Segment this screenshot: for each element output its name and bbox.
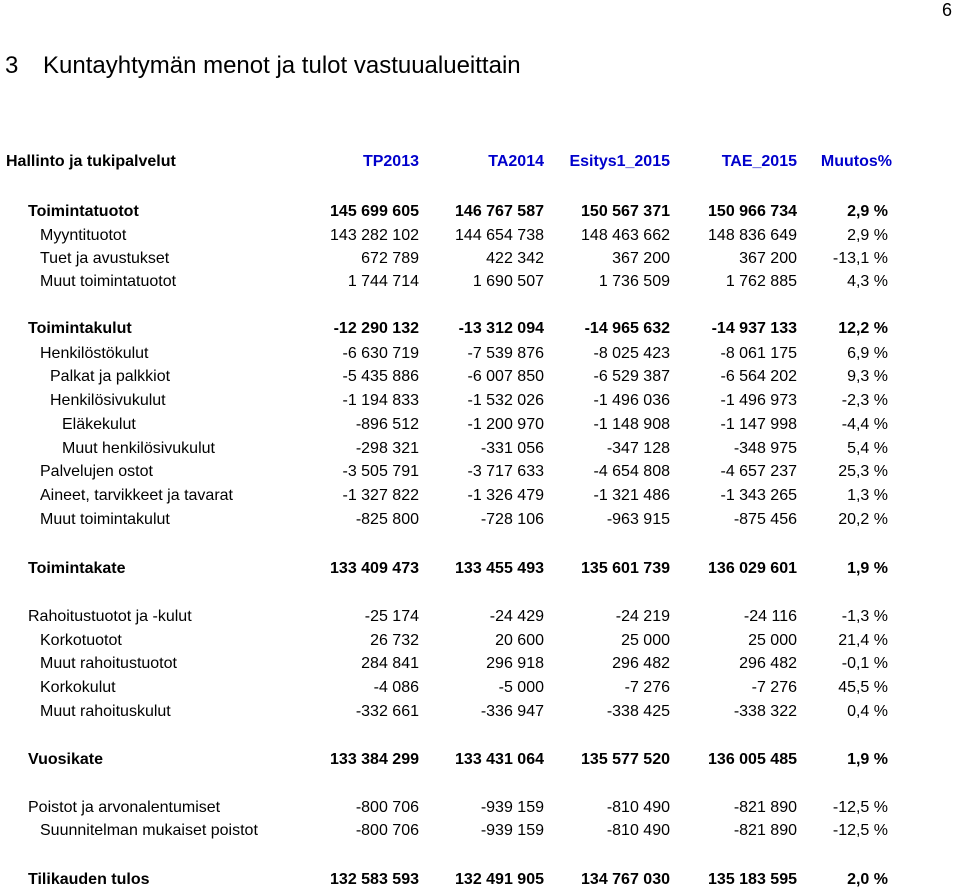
cell-value: 0,4 % [847, 703, 888, 720]
cell-value: 296 482 [612, 655, 670, 672]
row-label: Muut rahoitustuotot [40, 655, 177, 672]
cell-value: 132 491 905 [455, 871, 544, 888]
cell-value: 25 000 [748, 632, 797, 649]
table-row [0, 416, 960, 438]
table-row [0, 320, 960, 342]
cell-value: 367 200 [612, 250, 670, 267]
cell-value: 148 836 649 [708, 227, 797, 244]
section-name: Hallinto ja tukipalvelut [6, 153, 176, 170]
cell-value: -8 061 175 [720, 345, 797, 362]
table-row [0, 679, 960, 701]
cell-value: 367 200 [739, 250, 797, 267]
row-label: Aineet, tarvikkeet ja tavarat [40, 487, 233, 504]
cell-value: -3 505 791 [342, 463, 419, 480]
cell-value: -24 219 [615, 608, 670, 625]
row-label: Palkat ja palkkiot [50, 368, 171, 385]
table-row [0, 751, 960, 773]
cell-value: -7 276 [751, 679, 797, 696]
cell-value: -12,5 % [832, 799, 888, 816]
cell-value: -12 290 132 [333, 320, 419, 337]
column-header-ta2014: TA2014 [488, 153, 544, 170]
cell-value: -12,5 % [832, 822, 888, 839]
row-label: Vuosikate [28, 751, 103, 768]
row-label: Rahoitustuotot ja -kulut [28, 608, 192, 625]
cell-value: -332 661 [355, 703, 419, 720]
cell-value: 422 342 [486, 250, 544, 267]
table-row [0, 227, 960, 249]
cell-value: -14 965 632 [584, 320, 670, 337]
table-row [0, 368, 960, 390]
cell-value: 135 577 520 [581, 751, 670, 768]
cell-value: 5,4 % [847, 440, 888, 457]
cell-value: -6 630 719 [342, 345, 419, 362]
table-row [0, 822, 960, 844]
cell-value: -298 321 [355, 440, 419, 457]
table-row [0, 345, 960, 367]
cell-value: -24 116 [743, 608, 797, 625]
cell-value: 146 767 587 [455, 203, 544, 220]
cell-value: -1 343 265 [720, 487, 797, 504]
cell-value: 1,3 % [847, 487, 888, 504]
cell-value: 296 482 [739, 655, 797, 672]
table-row [0, 440, 960, 462]
row-label: Poistot ja arvonalentumiset [28, 799, 221, 816]
cell-value: 135 601 739 [581, 560, 670, 577]
page-number: 6 [941, 0, 952, 20]
row-label: Henkilösivukulut [50, 392, 166, 409]
row-label: Tuet ja avustukset [40, 250, 170, 267]
cell-value: -1 148 908 [593, 416, 670, 433]
row-label: Henkilöstökulut [40, 345, 149, 362]
cell-value: -4 657 237 [720, 463, 797, 480]
row-label: Tilikauden tulos [28, 871, 150, 888]
table-row [0, 487, 960, 509]
cell-value: -336 947 [480, 703, 544, 720]
cell-value: 144 654 738 [455, 227, 544, 244]
cell-value: -8 025 423 [593, 345, 670, 362]
row-label: Palvelujen ostot [40, 463, 153, 480]
cell-value: 133 384 299 [330, 751, 419, 768]
cell-value: 45,5 % [838, 679, 888, 696]
column-header-muutos: Muutos% [820, 153, 892, 170]
cell-value: 150 567 371 [581, 203, 670, 220]
cell-value: 148 463 662 [581, 227, 670, 244]
cell-value: -3 717 633 [467, 463, 544, 480]
cell-value: 133 455 493 [455, 560, 544, 577]
cell-value: -800 706 [355, 822, 419, 839]
cell-value: -25 174 [364, 608, 419, 625]
cell-value: 132 583 593 [330, 871, 419, 888]
cell-value: -6 529 387 [593, 368, 670, 385]
cell-value: -1 194 833 [342, 392, 419, 409]
row-label: Toimintatuotot [28, 203, 139, 220]
cell-value: -821 890 [733, 799, 797, 816]
row-label: Korkotuotot [40, 632, 122, 649]
cell-value: -896 512 [355, 416, 419, 433]
cell-value: -825 800 [355, 511, 419, 528]
cell-value: -6 564 202 [720, 368, 797, 385]
cell-value: -7 539 876 [467, 345, 544, 362]
cell-value: 1 762 885 [725, 273, 797, 290]
cell-value: -939 159 [480, 822, 544, 839]
cell-value: -7 276 [624, 679, 670, 696]
cell-value: -14 937 133 [711, 320, 797, 337]
cell-value: -800 706 [355, 799, 419, 816]
section-number: 3 [5, 52, 19, 79]
cell-value: 25,3 % [838, 463, 888, 480]
cell-value: -2,3 % [841, 392, 888, 409]
table-row [0, 511, 960, 533]
cell-value: -810 490 [606, 822, 670, 839]
row-label: Muut rahoituskulut [40, 703, 171, 720]
cell-value: 672 789 [361, 250, 419, 267]
table-row [0, 703, 960, 725]
cell-value: 143 282 102 [330, 227, 419, 244]
cell-value: 20,2 % [838, 511, 888, 528]
cell-value: -338 425 [606, 703, 670, 720]
row-label: Myyntituotot [40, 227, 127, 244]
cell-value: -13,1 % [832, 250, 888, 267]
table-row [0, 871, 960, 893]
cell-value: 21,4 % [838, 632, 888, 649]
cell-value: 20 600 [495, 632, 544, 649]
cell-value: 145 699 605 [330, 203, 419, 220]
cell-value: 12,2 % [838, 320, 888, 337]
table-row [0, 250, 960, 272]
cell-value: -1 496 973 [720, 392, 797, 409]
table-row [0, 203, 960, 225]
cell-value: -13 312 094 [458, 320, 544, 337]
cell-value: 134 767 030 [581, 871, 670, 888]
cell-value: -24 429 [489, 608, 544, 625]
cell-value: -1 147 998 [720, 416, 797, 433]
cell-value: 2,0 % [847, 871, 888, 888]
table-row [0, 273, 960, 295]
cell-value: 1,9 % [847, 560, 888, 577]
cell-value: -338 322 [733, 703, 797, 720]
cell-value: 296 918 [486, 655, 544, 672]
cell-value: 136 029 601 [708, 560, 797, 577]
row-label: Muut toimintakulut [40, 511, 170, 528]
cell-value: -728 106 [480, 511, 544, 528]
cell-value: 6,9 % [847, 345, 888, 362]
table-row [0, 799, 960, 821]
table-row [0, 560, 960, 582]
cell-value: 133 431 064 [455, 751, 544, 768]
cell-value: -1 327 822 [342, 487, 419, 504]
cell-value: -6 007 850 [467, 368, 544, 385]
cell-value: -1 200 970 [467, 416, 544, 433]
cell-value: 284 841 [361, 655, 419, 672]
cell-value: 1 690 507 [472, 273, 544, 290]
column-header-tp2013: TP2013 [362, 153, 419, 170]
cell-value: 9,3 % [847, 368, 888, 385]
row-label: Muut toimintatuotot [40, 273, 177, 290]
row-label: Toimintakate [28, 560, 126, 577]
cell-value: -348 975 [733, 440, 797, 457]
cell-value: -331 056 [480, 440, 544, 457]
table-row [0, 463, 960, 485]
cell-value: -0,1 % [841, 655, 888, 672]
row-label: Korkokulut [40, 679, 116, 696]
row-label: Eläkekulut [62, 416, 136, 433]
column-header-esitys1-2015: Esitys1_2015 [569, 153, 670, 170]
cell-value: 150 966 734 [708, 203, 797, 220]
cell-value: 136 005 485 [708, 751, 797, 768]
cell-value: 1,9 % [847, 751, 888, 768]
cell-value: 1 744 714 [347, 273, 419, 290]
column-header-tae-2015: TAE_2015 [721, 153, 797, 170]
section-title: Kuntayhtymän menot ja tulot vastuualueittain [43, 52, 521, 79]
cell-value: -821 890 [733, 822, 797, 839]
row-label: Muut henkilösivukulut [62, 440, 215, 457]
table-row [0, 392, 960, 414]
cell-value: 133 409 473 [330, 560, 419, 577]
cell-value: 25 000 [621, 632, 670, 649]
cell-value: 1 736 509 [598, 273, 670, 290]
cell-value: -4 654 808 [593, 463, 670, 480]
cell-value: -4,4 % [841, 416, 888, 433]
cell-value: -810 490 [606, 799, 670, 816]
row-label: Toimintakulut [28, 320, 132, 337]
table-row [0, 608, 960, 630]
cell-value: -875 456 [733, 511, 797, 528]
cell-value: 135 183 595 [708, 871, 797, 888]
cell-value: -347 128 [606, 440, 670, 457]
cell-value: -4 086 [373, 679, 419, 696]
cell-value: -939 159 [480, 799, 544, 816]
cell-value: -1 532 026 [467, 392, 544, 409]
cell-value: -1,3 % [841, 608, 888, 625]
cell-value: 4,3 % [847, 273, 888, 290]
cell-value: 2,9 % [847, 203, 888, 220]
cell-value: 2,9 % [847, 227, 888, 244]
table-row [0, 655, 960, 677]
table-row [0, 632, 960, 654]
cell-value: -1 496 036 [593, 392, 670, 409]
cell-value: -5 435 886 [342, 368, 419, 385]
cell-value: -963 915 [606, 511, 670, 528]
cell-value: -5 000 [498, 679, 544, 696]
row-label: Suunnitelman mukaiset poistot [40, 822, 258, 839]
cell-value: 26 732 [370, 632, 419, 649]
cell-value: -1 326 479 [467, 487, 544, 504]
cell-value: -1 321 486 [593, 487, 670, 504]
